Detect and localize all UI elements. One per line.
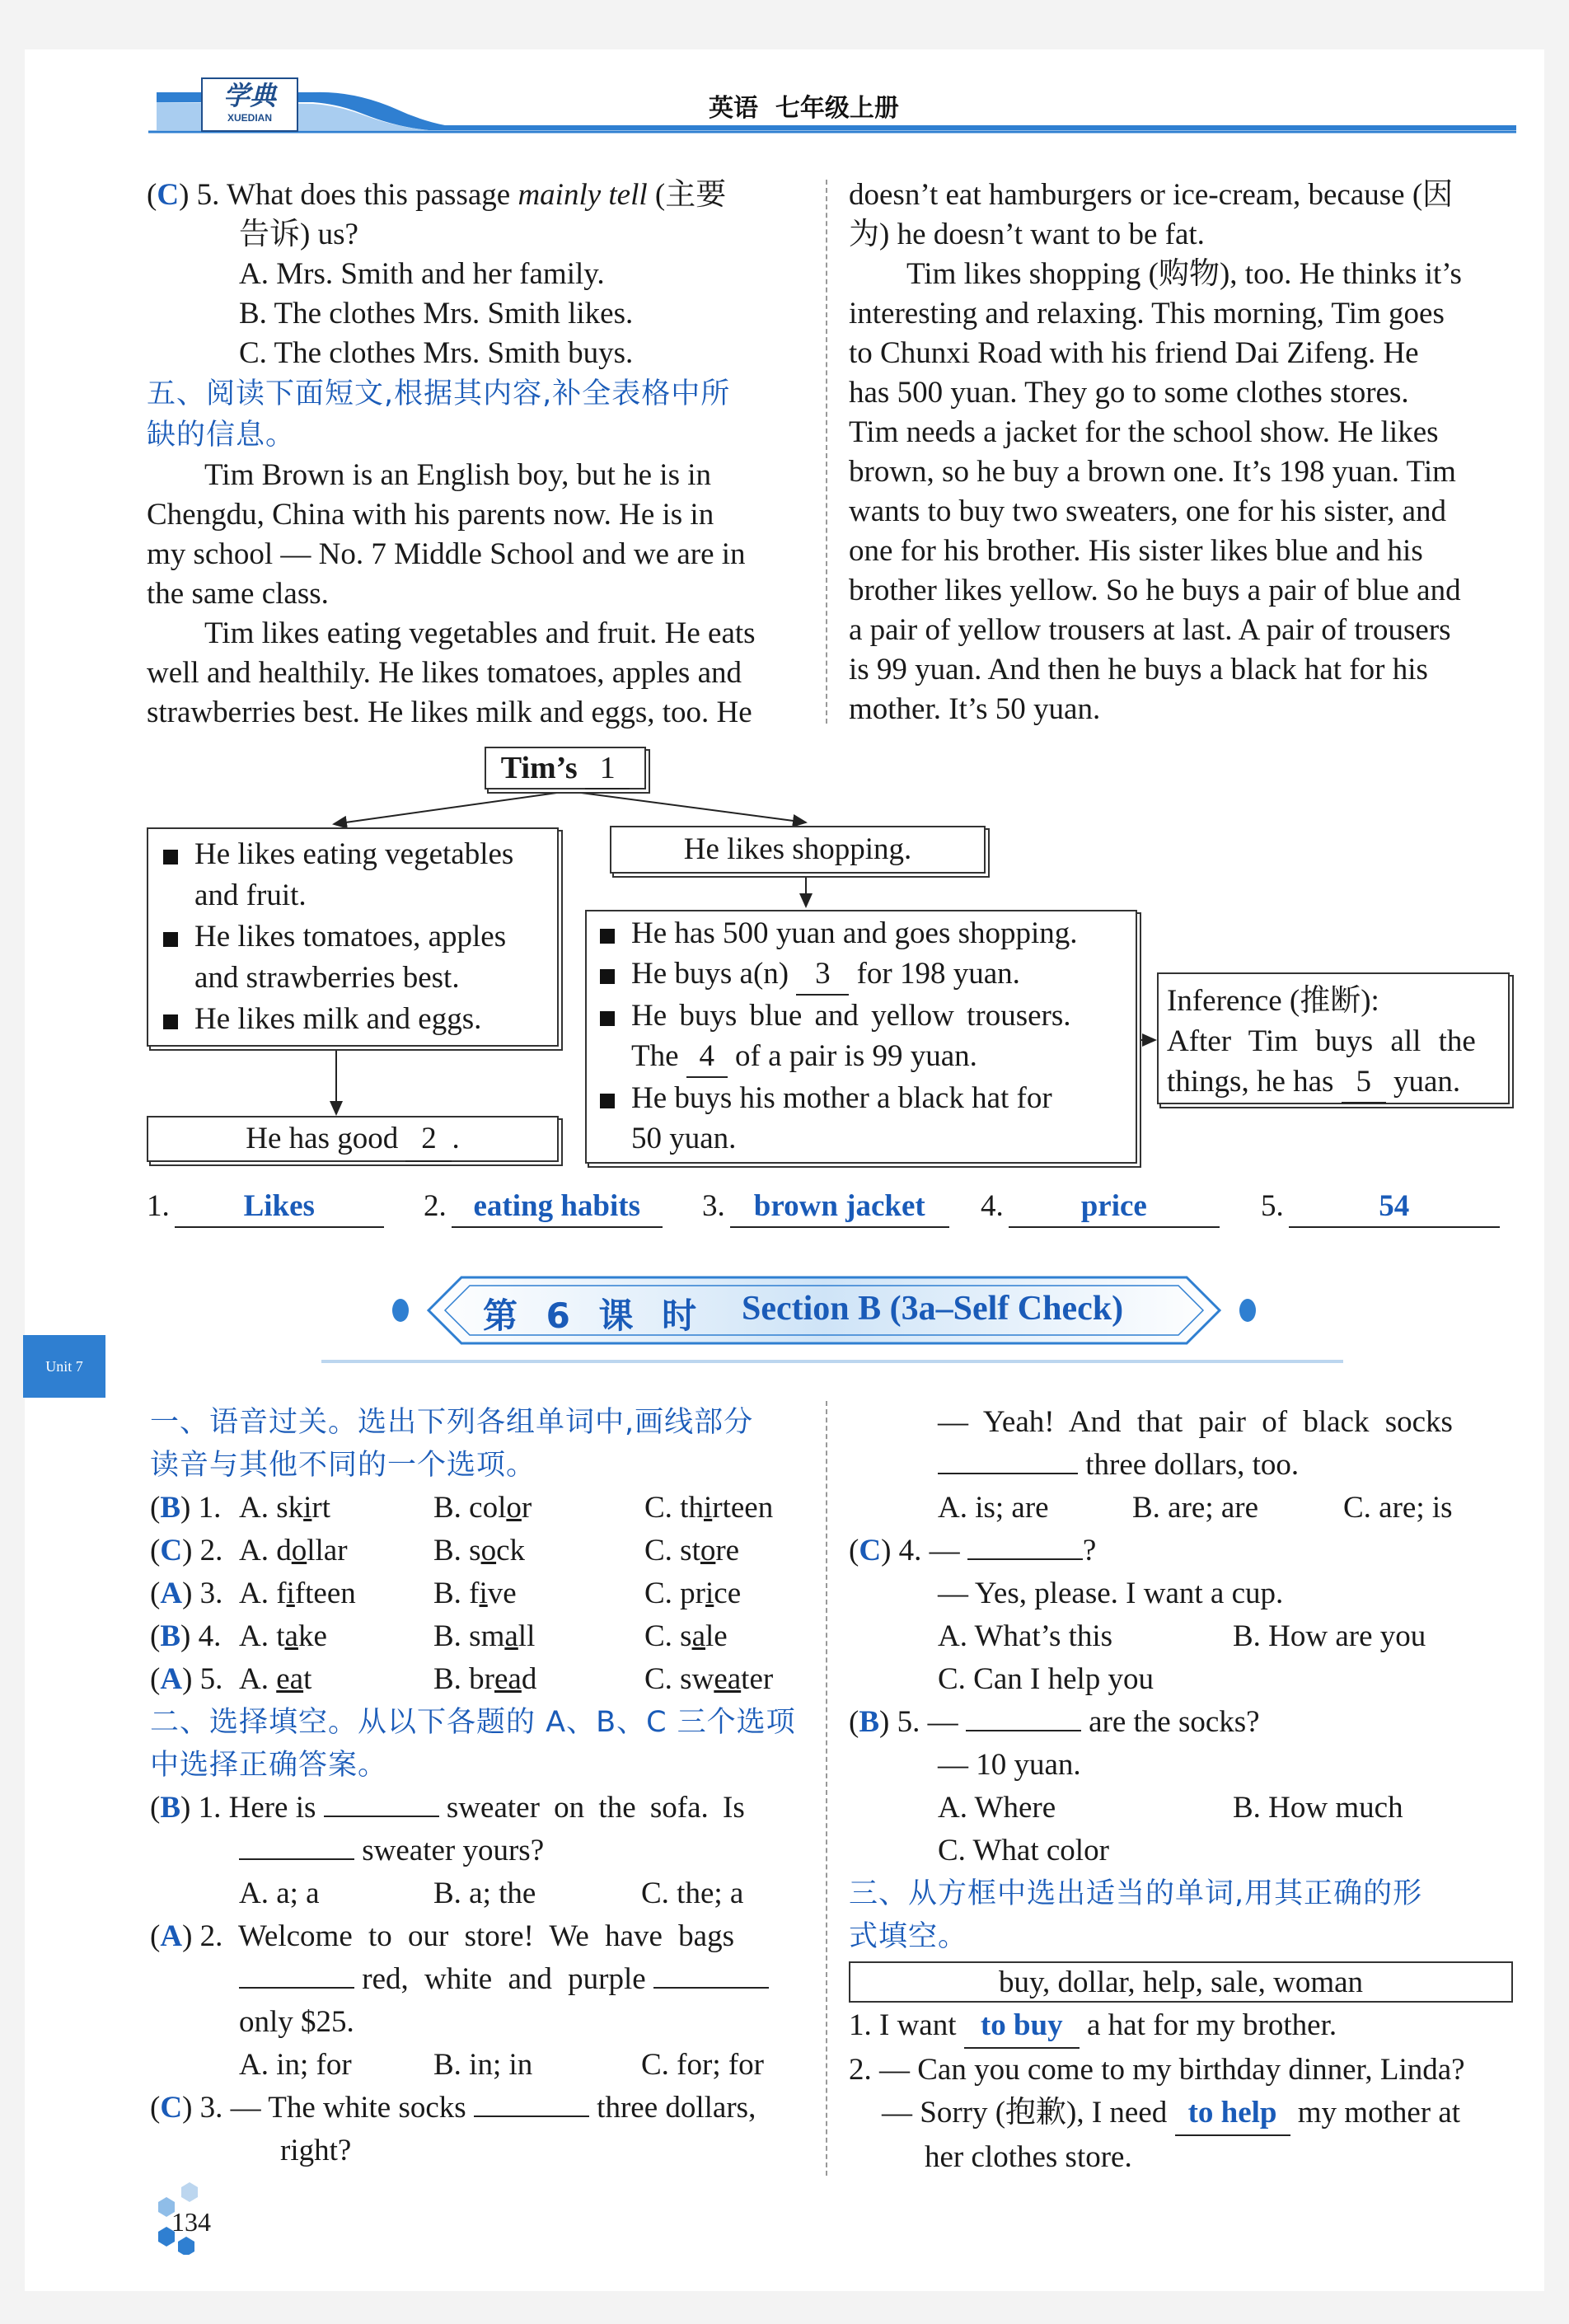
s1-row-4-a xyxy=(239,1615,327,1658)
s1-1b-u: o xyxy=(506,1491,522,1525)
s2-q4-text-a: 4. — xyxy=(898,1534,960,1567)
answer-4-num: 4. xyxy=(981,1189,1004,1223)
q5-stem-b: (主要 xyxy=(647,178,727,212)
s1-2a-u: o xyxy=(291,1534,307,1567)
s1-5a-pre: A. xyxy=(239,1662,277,1696)
s1-title-2: 读音与其他不同的一个选项。 xyxy=(150,1449,536,1482)
s1-5c-post: ter xyxy=(741,1662,774,1696)
s1-4a-post: ke xyxy=(297,1619,327,1653)
s1-row-3-b xyxy=(433,1572,517,1615)
s2-q2-blank-2 xyxy=(653,1987,769,1989)
s1-row-3-number: 3. xyxy=(199,1577,223,1610)
bullet-icon xyxy=(163,850,178,864)
s2-q5-opt-b: B. How much xyxy=(1233,1791,1403,1825)
s1-1a-pre: A. sk xyxy=(239,1491,304,1525)
s2-q4-opt-c: C. Can I help you xyxy=(938,1662,1155,1696)
s2-q1-answer: B xyxy=(160,1791,181,1825)
s1-1a-u: i xyxy=(303,1491,312,1525)
s1-row-5-number: 5. xyxy=(199,1662,223,1696)
mid-item-1 xyxy=(600,913,1127,953)
q5-stem-c: 告诉) us? xyxy=(239,218,358,251)
s2-q1-opt-c: C. the; a xyxy=(641,1877,744,1910)
para3-line-6: brown, so he buy a brown one. It’s 198 yuan. Tim xyxy=(849,455,1456,489)
answer-2-num: 2. xyxy=(424,1189,447,1223)
s1-row-4-answer: B xyxy=(160,1619,181,1653)
s2-q5-line-2: — 10 yuan. xyxy=(938,1748,1081,1782)
s1-row-5-num: (A) 5. xyxy=(150,1662,223,1696)
bullet-icon xyxy=(163,932,178,947)
s2-q2-blank-1 xyxy=(239,1987,354,1989)
s1-row-2-num: (C) 2. xyxy=(150,1534,223,1567)
s2-q5-text-b: are the socks? xyxy=(1089,1705,1260,1739)
s2-q3-opt-c: C. are; is xyxy=(1343,1491,1453,1525)
s2-q3-blank-2 xyxy=(938,1473,1078,1474)
bullet-icon xyxy=(600,969,615,984)
answer-2-blank xyxy=(452,1187,663,1228)
s2-q1-opt-a: A. a; a xyxy=(239,1877,320,1910)
answer-5 xyxy=(1261,1187,1500,1228)
book-title: 英语 七年级上册 xyxy=(709,94,899,123)
left-bottom-text: He has good xyxy=(246,1122,399,1155)
s1-4c-pre: C. s xyxy=(644,1619,692,1653)
q5-option-c: C. The clothes Mrs. Smith buys. xyxy=(239,336,634,370)
s1-row-2-c xyxy=(644,1530,739,1572)
s1-3a-pre: A. f xyxy=(239,1577,287,1610)
left-bottom-period: . xyxy=(452,1122,460,1155)
page-number-area xyxy=(153,2181,252,2255)
mid-blank-4 xyxy=(686,1036,728,1078)
s1-row-1-a xyxy=(239,1487,330,1530)
s2-q1-line-2 xyxy=(150,1830,814,1872)
section5-title-1: 五、阅读下面短文,根据其内容,补全表格中所 xyxy=(147,377,731,410)
q5-option-a: A. Mrs. Smith and her family. xyxy=(239,257,605,291)
answer-4-value: price xyxy=(1080,1189,1147,1223)
s3-title-2: 式填空。 xyxy=(849,1920,968,1953)
diagram-left-box xyxy=(147,827,559,1047)
s1-2a-pre: A. d xyxy=(239,1534,292,1567)
mid-item-4b: 50 yuan. xyxy=(631,1122,737,1155)
s1-3c-u: i xyxy=(705,1577,714,1610)
bullet-icon xyxy=(163,1014,178,1029)
answer-3-num: 3. xyxy=(702,1189,725,1223)
s1-row-3-answer: A xyxy=(160,1577,183,1610)
mid-item-3b xyxy=(600,1036,1127,1078)
root-blank-number: 1 xyxy=(599,751,616,785)
lesson-banner xyxy=(321,1269,1343,1368)
s2-q2-line-1: (A) 2. Welcome to our store! We have bags xyxy=(150,1919,734,1953)
s1-row-2-number: 2. xyxy=(199,1534,223,1567)
s2-q5-text-a: 5. — xyxy=(897,1705,958,1739)
mid-item-3 xyxy=(600,996,1127,1036)
s1-row-4-number: 4. xyxy=(198,1619,222,1653)
s1-1b-pre: B. col xyxy=(433,1491,507,1525)
section5-title-2: 缺的信息。 xyxy=(147,419,296,452)
s2-q5-options-1 xyxy=(849,1787,1513,1830)
s1-1b-post: r xyxy=(521,1491,532,1525)
mid-item-4-text: He buys his mother a black hat for xyxy=(631,1081,1052,1115)
s1-row-5-b xyxy=(433,1658,536,1701)
mid-item-2-text-a: He buys a(n) xyxy=(631,957,789,991)
para3-line-11: is 99 yuan. And then he buys a black hat for his xyxy=(849,653,1428,686)
s1-row-4-num: (B) 4. xyxy=(150,1619,222,1653)
answer-5-num: 5. xyxy=(1261,1189,1284,1223)
s1-2b-u: o xyxy=(480,1534,497,1567)
diagram-mid-top-box xyxy=(610,826,986,874)
mid-blank-3-number: 3 xyxy=(815,957,831,991)
s1-3b-pre: B. f xyxy=(433,1577,480,1610)
left-item-1b: and fruit. xyxy=(194,879,307,912)
s2-q4-line-2: — Yes, please. I want a cup. xyxy=(938,1577,1284,1610)
s1-row-5-a xyxy=(239,1658,311,1701)
s2-q3-text-b: three dollars, xyxy=(597,2091,756,2125)
inference-line-1: Inference (推断): xyxy=(1167,984,1379,1018)
s3-q2-blank xyxy=(1175,2092,1290,2136)
s1-row-3-a xyxy=(239,1572,356,1615)
s1-2c-u: o xyxy=(700,1534,716,1567)
answer-3-value: brown jacket xyxy=(753,1189,925,1223)
mid-item-4 xyxy=(600,1078,1127,1118)
s2-q5-blank xyxy=(966,1730,1081,1731)
s2-q3-blank-1 xyxy=(474,2115,589,2117)
s2-q5-opt-a: A. Where xyxy=(938,1791,1056,1825)
s1-row-4-b xyxy=(433,1615,535,1658)
left-item-3 xyxy=(163,999,557,1040)
s1-row-5-answer: A xyxy=(160,1662,183,1696)
mid-blank-4-number: 4 xyxy=(699,1039,715,1073)
para3-line-7: wants to buy two sweaters, one for his sister, and xyxy=(849,494,1447,528)
rc-line-2: 为) he doesn’t want to be fat. xyxy=(849,218,1205,251)
banner-cn: 第 6 课 时 xyxy=(483,1296,705,1336)
q5-stem-emphasis: mainly tell xyxy=(518,178,648,212)
logo-en: XUEDIAN xyxy=(227,112,272,124)
s1-3c-post: ce xyxy=(714,1577,742,1610)
para1-line-4: the same class. xyxy=(147,577,329,611)
inference-line-3-a: things, he has xyxy=(1167,1065,1334,1099)
answer-5-value: 54 xyxy=(1379,1189,1410,1223)
s2-q2-text-a: 2. Welcome to our store! We have bags xyxy=(199,1919,734,1953)
para2-line-3: strawberries best. He likes milk and eggs, too. He xyxy=(147,696,752,729)
s3-q2-answer: to help xyxy=(1187,2096,1277,2130)
left-item-1 xyxy=(163,834,557,875)
para3-line-8: one for his brother. His sister likes blue and his xyxy=(849,534,1423,568)
diagram-left-bottom-box xyxy=(147,1116,559,1162)
s2-q1-opt-b: B. a; the xyxy=(433,1877,536,1910)
s1-row-5-c xyxy=(644,1658,773,1701)
answer-5-blank xyxy=(1289,1187,1500,1228)
mid-item-2-text-b: for 198 yuan. xyxy=(856,957,1020,991)
s1-3c-pre: C. pr xyxy=(644,1577,705,1610)
s3-q1-answer: to buy xyxy=(980,2008,1063,2042)
s1-4a-u: a xyxy=(284,1619,298,1653)
inference-blank-5-number: 5 xyxy=(1356,1065,1371,1099)
s1-2b-post: ck xyxy=(496,1534,526,1567)
s2-q1-text-b: sweater on the sofa. Is xyxy=(446,1791,745,1825)
para3-line-5: Tim needs a jacket for the school show. He likes xyxy=(849,415,1439,449)
s1-5b-pre: B. br xyxy=(433,1662,494,1696)
para2-line-1: Tim likes eating vegetables and fruit. He eats xyxy=(204,616,756,650)
s1-5a-u: ea xyxy=(276,1662,304,1696)
root-label: Tim’s xyxy=(500,751,578,785)
s2-q1-blank-1 xyxy=(324,1816,439,1817)
left-item-3-text: He likes milk and eggs. xyxy=(194,1002,482,1036)
root-blank xyxy=(585,748,630,790)
s2-q2-line-3: only $25. xyxy=(239,2005,354,2039)
s2-q3-line-1: (C) 3. — The white socks three dollars, xyxy=(150,2091,756,2125)
s1-2b-pre: B. s xyxy=(433,1534,481,1567)
q5-answer: C xyxy=(157,178,180,212)
banner-en: Section B (3a–Self Check) xyxy=(742,1290,1124,1328)
s1-row-1-answer: B xyxy=(160,1491,181,1525)
mid-item-3-text: He buys blue and yellow trousers. xyxy=(631,999,1071,1033)
s2-q4-opt-a: A. What’s this xyxy=(938,1619,1113,1653)
s2-q2-options xyxy=(150,2044,814,2087)
s3-q2-text-a: — Sorry (抱歉), I need xyxy=(882,2096,1168,2130)
s2-q2-line-2 xyxy=(150,1958,814,2001)
answer-1 xyxy=(147,1187,384,1228)
s2-q5-line-1: (B) 5. — are the socks? xyxy=(849,1705,1260,1739)
answer-1-value: Likes xyxy=(243,1189,315,1223)
s1-row-3 xyxy=(150,1572,814,1615)
s2-q5-opt-c: C. What color xyxy=(938,1834,1109,1867)
logo-cn: 学典 xyxy=(222,80,276,111)
s2-q1-blank-2 xyxy=(239,1858,354,1860)
s1-5a-post: t xyxy=(303,1662,312,1696)
s1-4c-post: le xyxy=(705,1619,728,1653)
s2-q4-blank xyxy=(967,1558,1083,1560)
mid-item-3b-text-a: The xyxy=(631,1039,679,1073)
s1-3a-u: i xyxy=(286,1577,295,1610)
para3-line-4: has 500 yuan. They go to some clothes stores. xyxy=(849,376,1409,410)
para3-line-10: a pair of yellow trousers at last. A pair of trousers xyxy=(849,613,1451,647)
s2-q3-opt-b: B. are; are xyxy=(1132,1491,1259,1525)
diagram-root-box xyxy=(485,747,646,790)
mid-item-2 xyxy=(600,953,1127,996)
para3-line-9: brother likes yellow. So he buys a pair of blue and xyxy=(849,574,1461,607)
s2-q1-text-c: sweater yours? xyxy=(362,1834,545,1867)
s2-q1-line-1: (B) 1. Here is sweater on the sofa. Is xyxy=(150,1791,745,1825)
left-bottom-blank xyxy=(405,1117,452,1162)
s1-1c-post: rteen xyxy=(712,1491,774,1525)
s2-title-1: 二、选择填空。从以下各题的 A、B、C 三个选项 xyxy=(150,1706,796,1739)
answers-row xyxy=(147,1187,1515,1233)
s1-row-1-c xyxy=(644,1487,773,1530)
s1-row-1-b xyxy=(433,1487,532,1530)
s2-q4-answer: C xyxy=(859,1534,882,1567)
s2-q2-opt-c: C. for; for xyxy=(641,2048,764,2082)
answer-2-value: eating habits xyxy=(473,1189,640,1223)
s1-4c-u: a xyxy=(691,1619,706,1653)
s1-5c-u: ea xyxy=(714,1662,742,1696)
para3-line-2: interesting and relaxing. This morning, Tim goes xyxy=(849,297,1445,330)
para3-line-3: to Chunxi Road with his friend Dai Zifeng. He xyxy=(849,336,1419,370)
s1-row-4 xyxy=(150,1615,814,1658)
s1-1c-pre: C. th xyxy=(644,1491,704,1525)
s3-q2-text-b: my mother at xyxy=(1297,2096,1461,2130)
left-item-2-text: He likes tomatoes, apples xyxy=(194,920,507,953)
answer-3-blank xyxy=(730,1187,949,1228)
inference-blank-5 xyxy=(1342,1061,1386,1103)
answer-1-blank xyxy=(175,1187,384,1228)
answer-2 xyxy=(424,1187,663,1228)
left-column-bottom xyxy=(150,1401,814,2172)
s1-4b-u: a xyxy=(504,1619,518,1653)
left-item-2 xyxy=(163,916,557,958)
s2-q1-options xyxy=(150,1872,814,1915)
s2-q3-options xyxy=(849,1487,1513,1530)
s2-q2-opt-a: A. in; for xyxy=(239,2048,352,2082)
s1-2c-pre: C. st xyxy=(644,1534,700,1567)
s2-q4-text-b: ? xyxy=(1082,1534,1097,1567)
s1-4a-pre: A. t xyxy=(239,1619,285,1653)
answer-1-num: 1. xyxy=(147,1189,170,1223)
s1-row-2 xyxy=(150,1530,814,1572)
s1-1c-u: i xyxy=(703,1491,713,1525)
s1-2a-post: llar xyxy=(307,1534,348,1567)
answer-3 xyxy=(702,1187,949,1228)
s1-row-2-b xyxy=(433,1530,525,1572)
left-bottom-number: 2 xyxy=(421,1122,437,1155)
para3-line-1: Tim likes shopping (购物), too. He thinks it’s xyxy=(906,257,1462,291)
answer-4-blank xyxy=(1009,1187,1220,1228)
s3-q2-line-1: 2. — Can you come to my birthday dinner, Linda? xyxy=(849,2053,1465,2087)
s1-row-1-num: (B) 1. xyxy=(150,1491,222,1525)
s3-word-box-text: buy, dollar, help, sale, woman xyxy=(998,1966,1364,1999)
inference-line-2: After Tim buys all the xyxy=(1167,1024,1476,1058)
mid-blank-3 xyxy=(796,953,849,996)
s3-q2-line-3: her clothes store. xyxy=(925,2140,1132,2174)
s1-row-3-num: (A) 3. xyxy=(150,1577,223,1610)
s1-row-5 xyxy=(150,1658,814,1701)
mid-top-text: He likes shopping. xyxy=(683,832,912,866)
s1-row-2-answer: C xyxy=(160,1534,183,1567)
para1-line-2: Chengdu, China with his parents now. He is in xyxy=(147,498,714,532)
s3-q1 xyxy=(849,2004,1513,2049)
s1-5b-u: ea xyxy=(494,1662,522,1696)
s1-3b-u: i xyxy=(479,1577,488,1610)
s2-q3-line-3: — Yeah! And that pair of black socks xyxy=(938,1405,1453,1439)
s1-2c-post: re xyxy=(715,1534,740,1567)
s1-5b-post: d xyxy=(521,1662,537,1696)
s2-q3-line-4 xyxy=(849,1444,1513,1487)
bullet-icon xyxy=(600,929,615,944)
rc-line-1: doesn’t eat hamburgers or ice-cream, because (因 xyxy=(849,178,1454,212)
answer-4 xyxy=(981,1187,1220,1228)
s1-1a-post: rt xyxy=(311,1491,331,1525)
para3-line-12: mother. It’s 50 yuan. xyxy=(849,692,1101,726)
q5-row: (C) 5. What does this passage mainly tell (主要 xyxy=(147,178,727,212)
s1-row-2-a xyxy=(239,1530,348,1572)
right-column-bottom xyxy=(849,1401,1513,2179)
s2-q4-opt-b: B. How are you xyxy=(1233,1619,1426,1653)
diagram-mid-box xyxy=(585,910,1137,1164)
page-number: 134 xyxy=(171,2207,211,2237)
s2-q1-text-a: 1. Here is xyxy=(198,1791,316,1825)
bullet-icon xyxy=(600,1094,615,1108)
s2-q2-answer: A xyxy=(160,1919,183,1953)
inference-line-3 xyxy=(1167,1061,1501,1103)
para1-line-3: my school — No. 7 Middle School and we are in xyxy=(147,537,746,571)
s1-4b-pre: B. sm xyxy=(433,1619,505,1653)
s1-5c-pre: C. sw xyxy=(644,1662,714,1696)
s2-q3-text-a: 3. — The white socks xyxy=(199,2091,466,2125)
bullet-icon xyxy=(600,1011,615,1026)
s3-q2-line-2 xyxy=(849,2092,1513,2136)
s3-q1-blank xyxy=(964,2004,1080,2049)
s1-row-1-number: 1. xyxy=(198,1491,222,1525)
mid-item-1-text: He has 500 yuan and goes shopping. xyxy=(631,916,1078,950)
unit-tab-label: Unit 7 xyxy=(45,1358,83,1375)
s2-q3-opt-a: A. is; are xyxy=(938,1491,1049,1525)
unit-side-tab xyxy=(23,1335,105,1398)
s1-3a-post: fteen xyxy=(294,1577,356,1610)
s2-q4-options-1 xyxy=(849,1615,1513,1658)
mid-item-3b-text-b: of a pair is 99 yuan. xyxy=(735,1039,977,1073)
s3-q1-text-b: a hat for my brother. xyxy=(1087,2008,1337,2042)
s1-4b-post: ll xyxy=(518,1619,536,1653)
s2-q5-answer: B xyxy=(859,1705,880,1739)
para2-line-2: well and healthily. He likes tomatoes, apples and xyxy=(147,656,742,690)
s3-title-1: 三、从方框中选出适当的单词,用其正确的形 xyxy=(849,1877,1423,1910)
s2-q2-opt-b: B. in; in xyxy=(433,2048,533,2082)
s2-q3-answer: C xyxy=(160,2091,183,2125)
s1-row-4-c xyxy=(644,1615,728,1658)
s2-q3-text-c: three dollars, too. xyxy=(1085,1448,1300,1482)
inference-line-3-b: yuan. xyxy=(1393,1065,1461,1099)
s1-row-1 xyxy=(150,1487,814,1530)
q5-option-b: B. The clothes Mrs. Smith likes. xyxy=(239,297,634,330)
s1-row-3-c xyxy=(644,1572,741,1615)
s3-word-box xyxy=(849,1961,1513,2003)
s2-q2-text-b: red, white and purple xyxy=(362,1962,646,1996)
column-divider-bottom xyxy=(826,1401,827,2176)
para1-line-1: Tim Brown is an English boy, but he is in xyxy=(204,458,711,492)
s1-3b-post: ve xyxy=(487,1577,517,1610)
q5-stem-a: 5. What does this passage xyxy=(196,178,518,212)
s1-title-1: 一、语音过关。选出下列各组单词中,画线部分 xyxy=(150,1406,754,1439)
diagram-inference-box xyxy=(1157,972,1510,1104)
s2-title-2: 中选择正确答案。 xyxy=(150,1749,388,1782)
s2-q4-line-1: (C) 4. — ? xyxy=(849,1534,1097,1567)
s2-q3-line-2: right? xyxy=(280,2134,352,2167)
left-item-1-text: He likes eating vegetables xyxy=(194,837,514,871)
s3-q1-text-a: 1. I want xyxy=(849,2008,957,2042)
left-item-2b: and strawberries best. xyxy=(194,961,460,995)
